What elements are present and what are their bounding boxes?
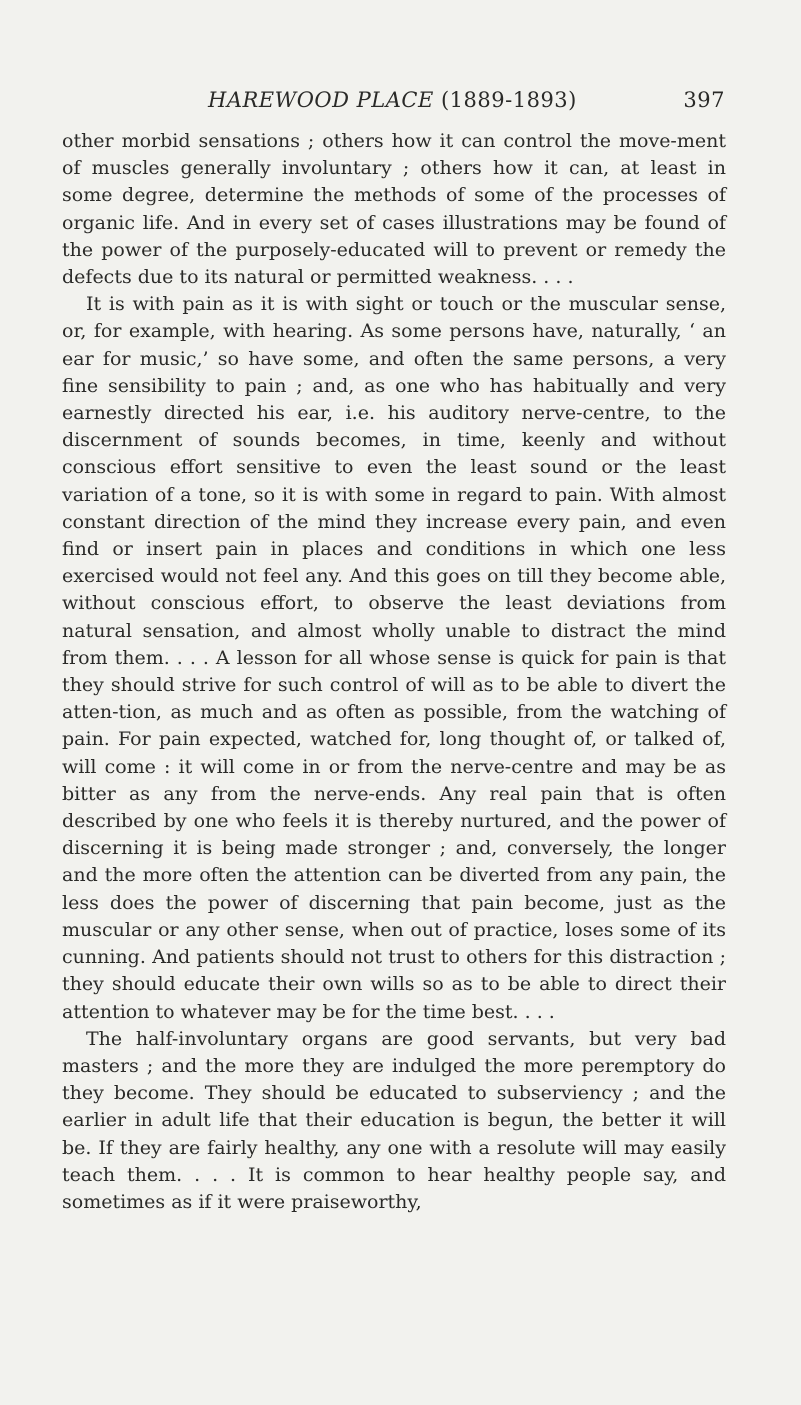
body-text — [62, 128, 726, 1216]
running-title — [208, 88, 577, 112]
running-title-place: HAREWOOD PLACE — [208, 88, 434, 112]
paragraph-half-involuntary-organs: The half-involuntary organs are good servants, but very bad masters ; and the more they are indulged the more peremptory do they become. They should be educated to subserviency ; and the earlier in adult life that their education is begun, the better it will be. If they are fairly healthy, any one with a resolute will may easily teach them. . . . It is common to hear healthy people say, and sometimes as if it were praiseworthy, — [62, 1027, 726, 1213]
paragraph-continued: other morbid sensations ; others how it can control the move-ment of muscles generally involuntary ; others how it can, at least in some degree, determine the methods of some of the processes of organic life. And in every set of cases illustrations may be found of the power of the purposely-educated will to prevent or remedy the defects due to its natural or permitted weakness. . . . — [62, 130, 726, 289]
running-title-years: (1889-1893) — [440, 88, 577, 112]
running-head — [60, 88, 725, 118]
paragraph-pain-sensibility: It is with pain as it is with sight or touch or the muscular sense, or, for example, with hearing. As some persons have, naturally, ‘ an ear for music,’ so have some, and often the same persons, a very fine sensibility to pain ; and, as one who has habitually and very earnestly directed his ear, i.e. his auditory nerve-centre, to the discernment of sounds becomes, in time, keenly and without conscious effort sensitive to even the least sound or the least variation of a tone, so it is with some in regard to pain. With almost constant direction of the mind they increase every pain, and even find or insert pain in places and conditions in which one less exercised would not feel any. And this goes on till they become able, without conscious effort, to observe the least deviations from natural sensation, and almost wholly unable to distract the mind from them. . . . A lesson for all whose sense is quick for pain is that they should strive for such control of will as to be able to divert the atten-tion, as much and as often as possible, from the watching of pain. For pain expected, watched for, long thought of, or talked of, will come : it will come in or from the nerve-centre and may be as bitter as any from the nerve-ends. Any real pain that is often described by one who feels it is thereby nurtured, and the power of discerning it is being made stronger ; and, conversely, the longer and the more often the attention can be diverted from any pain, the less does the power of discerning that pain become, just as the muscular or any other sense, when out of practice, loses some of its cunning. And patients should not trust to others for this distraction ; they should educate their own wills so as to be able to direct their attention to whatever may be for the time best. . . . — [62, 293, 726, 1023]
page-number: 397 — [683, 88, 725, 112]
